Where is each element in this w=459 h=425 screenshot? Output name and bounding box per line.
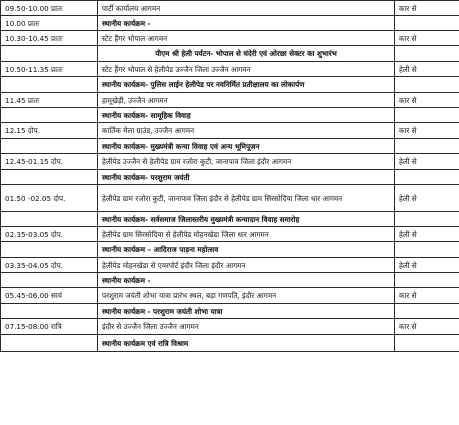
travel-mode-cell xyxy=(395,273,459,288)
schedule-row xyxy=(1,227,459,242)
time-cell: 07.15-08.00 रात्रि xyxy=(1,319,98,335)
travel-mode-cell xyxy=(395,139,459,154)
schedule-row xyxy=(1,319,459,335)
time-cell xyxy=(1,77,98,93)
travel-mode-cell xyxy=(395,212,459,227)
program-cell: स्थानीय कार्यक्रम- सामूहिक विवाह xyxy=(98,108,395,123)
time-cell: 10.50-11.35 प्रातः xyxy=(1,62,98,77)
travel-mode-cell: हेली से xyxy=(395,62,459,77)
travel-mode-cell xyxy=(395,335,459,352)
schedule-row xyxy=(1,185,459,212)
time-cell: 01.50 -02.05 दोप. xyxy=(1,185,98,212)
travel-mode-cell xyxy=(395,77,459,93)
travel-mode-cell: हेली से xyxy=(395,227,459,242)
schedule-row xyxy=(1,16,459,31)
schedule-body xyxy=(1,1,459,352)
travel-mode-cell: कार से xyxy=(395,123,459,139)
time-cell: 11.45 प्रातः xyxy=(1,93,98,108)
program-cell: स्थानीय कार्यक्रम - परशुराम जयंती शोभा यात्रा xyxy=(98,304,395,319)
schedule-row xyxy=(1,31,459,46)
description-cell: स्टेट हैंगर भोपाल से हेलीपेड उज्जैन जिला उज्जैन आगमन xyxy=(98,62,395,77)
schedule-row xyxy=(1,1,459,16)
program-cell: स्थानीय कार्यक्रम- मुख्यमंत्री कन्या विवाह एवं अन्य भूमिपूजन xyxy=(98,139,395,154)
time-cell xyxy=(1,304,98,319)
travel-mode-cell: हेली से xyxy=(395,258,459,273)
schedule-row xyxy=(1,212,459,227)
description-cell: हेलीपेड ग्राम रजोरा कुटी, जानापाव जिला इंदौर से हेलीपेड ग्राम सिरसोदिया जिला धार आगमन xyxy=(98,185,395,212)
time-cell: 05.45-06.00 सायं xyxy=(1,288,98,304)
schedule-row xyxy=(1,288,459,304)
travel-mode-cell xyxy=(395,108,459,123)
travel-mode-cell: कार से xyxy=(395,319,459,335)
travel-mode-cell xyxy=(395,242,459,258)
travel-mode-cell: हेली से xyxy=(395,185,459,212)
time-cell: 03.35-04.05 दोप. xyxy=(1,258,98,273)
time-cell xyxy=(1,212,98,227)
program-cell: स्थानीय कार्यक्रम - xyxy=(98,16,395,31)
schedule-row xyxy=(1,242,459,258)
schedule-row xyxy=(1,335,459,352)
schedule-row xyxy=(1,46,459,62)
schedule-row xyxy=(1,77,459,93)
travel-mode-cell xyxy=(395,16,459,31)
program-cell: पीएम श्री हेली पर्यटन- भोपाल से चंदेरी एवं ओरछा सेक्टर का शुभारंभ xyxy=(98,46,395,62)
schedule-row xyxy=(1,170,459,185)
program-cell: स्थानीय कार्यक्रम – आदिराज पाड़ना महोत्सव xyxy=(98,242,395,258)
schedule-row xyxy=(1,62,459,77)
description-cell: स्टेट हैंगर भोपाल आगमन xyxy=(98,31,395,46)
program-cell: स्थानीय कार्यक्रम- पुलिस लाईन हेलीपेड पर नवनिर्मित प्रतीक्षालय का लोकार्पण xyxy=(98,77,395,93)
time-cell: 10.30-10.45 प्रातः xyxy=(1,31,98,46)
description-cell: हेलीपेड उज्जैन से हेलीपेड ग्राम रजोरा कुटी, जानापाव जिला इंदौर आगमन xyxy=(98,154,395,170)
description-cell: हेलीपेड ग्राम सिरसोदिया से हेलीपेड मोहनखेडा जिला धार आगमन xyxy=(98,227,395,242)
travel-mode-cell: कार से xyxy=(395,93,459,108)
travel-mode-cell xyxy=(395,304,459,319)
program-cell: स्थानीय कार्यक्रम- परशुराम जयंती xyxy=(98,170,395,185)
time-cell: 12.15 दोप. xyxy=(1,123,98,139)
travel-mode-cell: कार से xyxy=(395,288,459,304)
program-cell: स्थानीय कार्यक्रम- सर्वसमाज जिलास्तरीय मुख्यमंत्री कन्यादान विवाह समारोह xyxy=(98,212,395,227)
description-cell: कार्तिक मेला ग्राउंड, उज्जैन आगमन xyxy=(98,123,395,139)
travel-mode-cell xyxy=(395,170,459,185)
time-cell: 02.35-03.05 दोप. xyxy=(1,227,98,242)
time-cell xyxy=(1,242,98,258)
description-cell: पार्टी कार्यालय आगमन xyxy=(98,1,395,16)
description-cell: इंदौर से उज्जैन जिला उज्जैन आगमन xyxy=(98,319,395,335)
travel-mode-cell: हेली से xyxy=(395,154,459,170)
schedule-row xyxy=(1,139,459,154)
description-cell: हेलीपेड मोहनखेडा से एयरपोर्ट इंदौर जिला इंदौर आगमन xyxy=(98,258,395,273)
time-cell xyxy=(1,108,98,123)
program-cell: स्थानीय कार्यक्रम एवं रात्रि विश्राम xyxy=(98,335,395,352)
time-cell xyxy=(1,170,98,185)
program-cell: स्थानीय कार्यक्रम - xyxy=(98,273,395,288)
time-cell: 12.45-01.15 दोप. xyxy=(1,154,98,170)
description-cell: हामूखेड़ी, उज्जैन आगमन xyxy=(98,93,395,108)
schedule-row xyxy=(1,108,459,123)
schedule-row xyxy=(1,93,459,108)
time-cell xyxy=(1,273,98,288)
time-cell xyxy=(1,46,98,62)
time-cell: 09.50-10.00 प्रातः xyxy=(1,1,98,16)
time-cell xyxy=(1,139,98,154)
description-cell: परशुराम जयंती शोभा यात्रा प्रारंभ स्थल, बड़ा गणपति, इंदौर आगमन xyxy=(98,288,395,304)
schedule-row xyxy=(1,273,459,288)
schedule-row xyxy=(1,123,459,139)
schedule-row xyxy=(1,154,459,170)
schedule-row xyxy=(1,304,459,319)
travel-mode-cell: कार से xyxy=(395,1,459,16)
time-cell: 10.00 प्रातः xyxy=(1,16,98,31)
time-cell xyxy=(1,335,98,352)
schedule-row xyxy=(1,258,459,273)
travel-mode-cell: कार से xyxy=(395,31,459,46)
travel-mode-cell xyxy=(395,46,459,62)
